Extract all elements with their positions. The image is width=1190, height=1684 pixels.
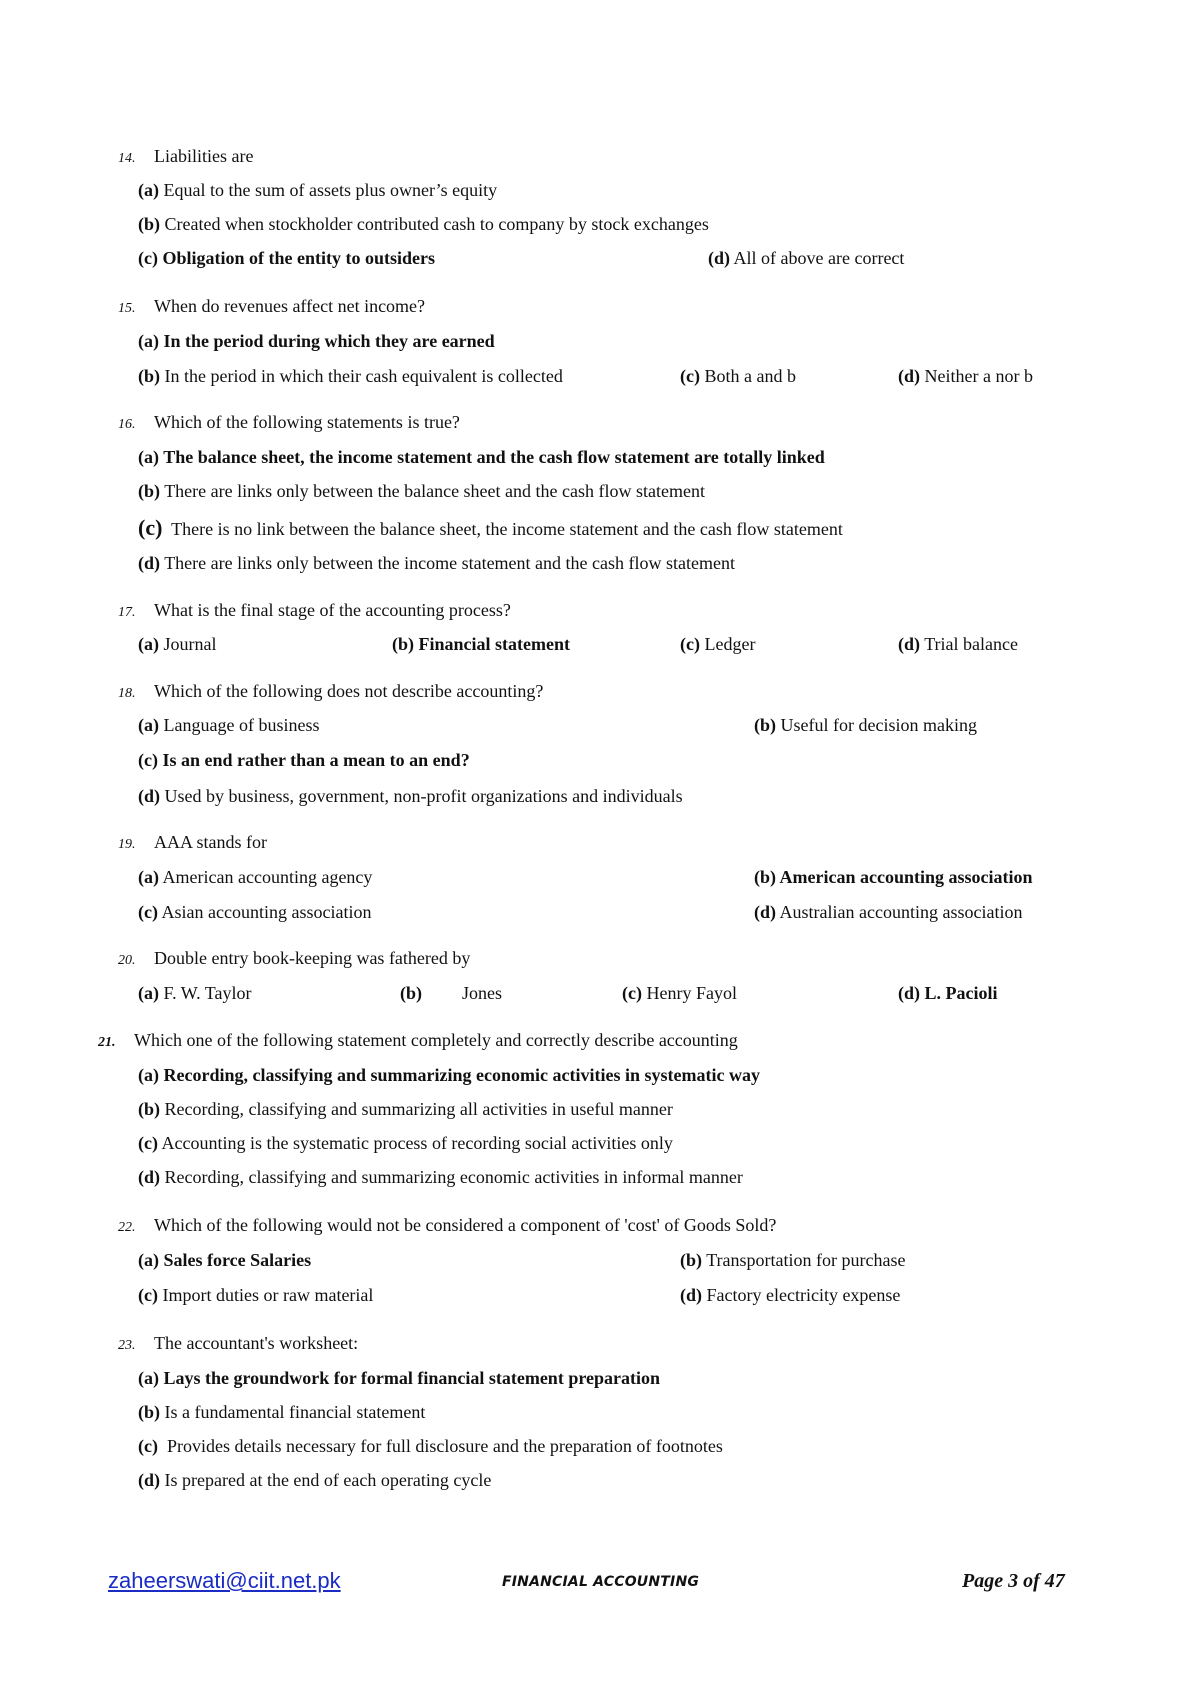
option-21a-answer: (a) Recording, classifying and summarizing economic activities in systematic way	[138, 1065, 760, 1085]
option-20a: (a) F. W. Taylor	[138, 983, 252, 1003]
option-18d: (d) Used by business, government, non-profit organizations and individuals	[138, 786, 683, 806]
question-text: The accountant's worksheet:	[154, 1333, 359, 1353]
option-23b: (b) Is a fundamental financial statement	[138, 1402, 426, 1422]
question-16-stem	[118, 412, 460, 433]
option-23a-answer: (a) Lays the groundwork for formal financial statement preparation	[138, 1368, 660, 1388]
question-number: 15.	[118, 301, 136, 316]
question-number: 14.	[118, 151, 136, 166]
question-text: Liabilities are	[154, 146, 254, 166]
option-17c: (c) Ledger	[680, 634, 756, 654]
option-21b: (b) Recording, classifying and summarizing all activities in useful manner	[138, 1099, 673, 1119]
option-16c: (c) There is no link between the balance sheet, the income statement and the cash flow statement	[138, 515, 843, 540]
question-number: 18.	[118, 686, 136, 701]
option-14b: (b) Created when stockholder contributed cash to company by stock exchanges	[138, 214, 709, 234]
question-17-stem	[118, 600, 511, 621]
option-14d: (d) All of above are correct	[708, 248, 905, 268]
option-22d: (d) Factory electricity expense	[680, 1285, 901, 1305]
question-number: 23.	[118, 1338, 136, 1353]
option-20c: (c) Henry Fayol	[622, 983, 737, 1003]
option-15c: (c) Both a and b	[680, 366, 796, 386]
option-20d-answer: (d) L. Pacioli	[898, 983, 998, 1003]
option-22c: (c) Import duties or raw material	[138, 1285, 374, 1305]
option-16b: (b) There are links only between the balance sheet and the cash flow statement	[138, 481, 705, 501]
option-19b-answer: (b) American accounting association	[754, 867, 1033, 887]
option-23c: (c) Provides details necessary for full disclosure and the preparation of footnotes	[138, 1436, 723, 1456]
option-18c-answer: (c) Is an end rather than a mean to an end?	[138, 750, 470, 770]
option-17b-answer: (b) Financial statement	[392, 634, 570, 654]
question-20-stem	[118, 948, 470, 969]
question-number: 20.	[118, 953, 136, 968]
page-number: Page 3 of 47	[962, 1570, 1065, 1592]
question-15-stem	[118, 296, 425, 317]
question-number: 16.	[118, 417, 136, 432]
option-22b: (b) Transportation for purchase	[680, 1250, 906, 1270]
question-text: Which one of the following statement completely and correctly describe accounting	[134, 1030, 738, 1050]
option-17a: (a) Journal	[138, 634, 217, 654]
option-19a: (a) American accounting agency	[138, 867, 373, 887]
question-18-stem	[118, 681, 543, 702]
question-text: AAA stands for	[154, 832, 267, 852]
question-23-stem	[118, 1333, 358, 1354]
option-21c: (c) Accounting is the systematic process of recording social activities only	[138, 1133, 673, 1153]
question-number: 22.	[118, 1220, 136, 1235]
option-16a-answer: (a) The balance sheet, the income statement and the cash flow statement are totally linked	[138, 447, 825, 467]
option-16d: (d) There are links only between the income statement and the cash flow statement	[138, 553, 735, 573]
question-14-stem	[118, 146, 253, 167]
option-14a: (a) Equal to the sum of assets plus owner’s equity	[138, 180, 498, 200]
option-19d: (d) Australian accounting association	[754, 902, 1023, 922]
question-number: 19.	[118, 837, 136, 852]
option-22a-answer: (a) Sales force Salaries	[138, 1250, 312, 1270]
footer-email-link[interactable]: zaheerswati@ciit.net.pk	[108, 1568, 341, 1593]
option-15a-answer: (a) In the period during which they are earned	[138, 331, 495, 351]
option-17d: (d) Trial balance	[898, 634, 1018, 654]
question-19-stem	[118, 832, 267, 853]
option-15b: (b) In the period in which their cash equivalent is collected	[138, 366, 563, 386]
question-number: 21.	[98, 1035, 116, 1050]
option-21d: (d) Recording, classifying and summarizing economic activities in informal manner	[138, 1167, 743, 1187]
option-19c: (c) Asian accounting association	[138, 902, 372, 922]
option-20b: (b) Jones	[400, 983, 502, 1003]
option-23d: (d) Is prepared at the end of each operating cycle	[138, 1470, 492, 1490]
option-18a: (a) Language of business	[138, 715, 320, 735]
option-15d: (d) Neither a nor b	[898, 366, 1033, 386]
question-text: Double entry book-keeping was fathered by	[154, 948, 471, 968]
footer-title: FINANCIAL ACCOUNTING	[502, 1574, 700, 1590]
question-text: What is the final stage of the accounting process?	[154, 600, 511, 620]
question-text: Which of the following would not be considered a component of 'cost' of Goods Sold?	[154, 1215, 777, 1235]
option-14c-answer: (c) Obligation of the entity to outsiders	[138, 248, 435, 268]
question-text: When do revenues affect net income?	[154, 296, 426, 316]
question-21-stem	[98, 1030, 738, 1051]
option-18b: (b) Useful for decision making	[754, 715, 977, 735]
question-text: Which of the following does not describe accounting?	[154, 681, 544, 701]
question-22-stem	[118, 1215, 776, 1236]
question-number: 17.	[118, 605, 136, 620]
question-text: Which of the following statements is true?	[154, 412, 460, 432]
